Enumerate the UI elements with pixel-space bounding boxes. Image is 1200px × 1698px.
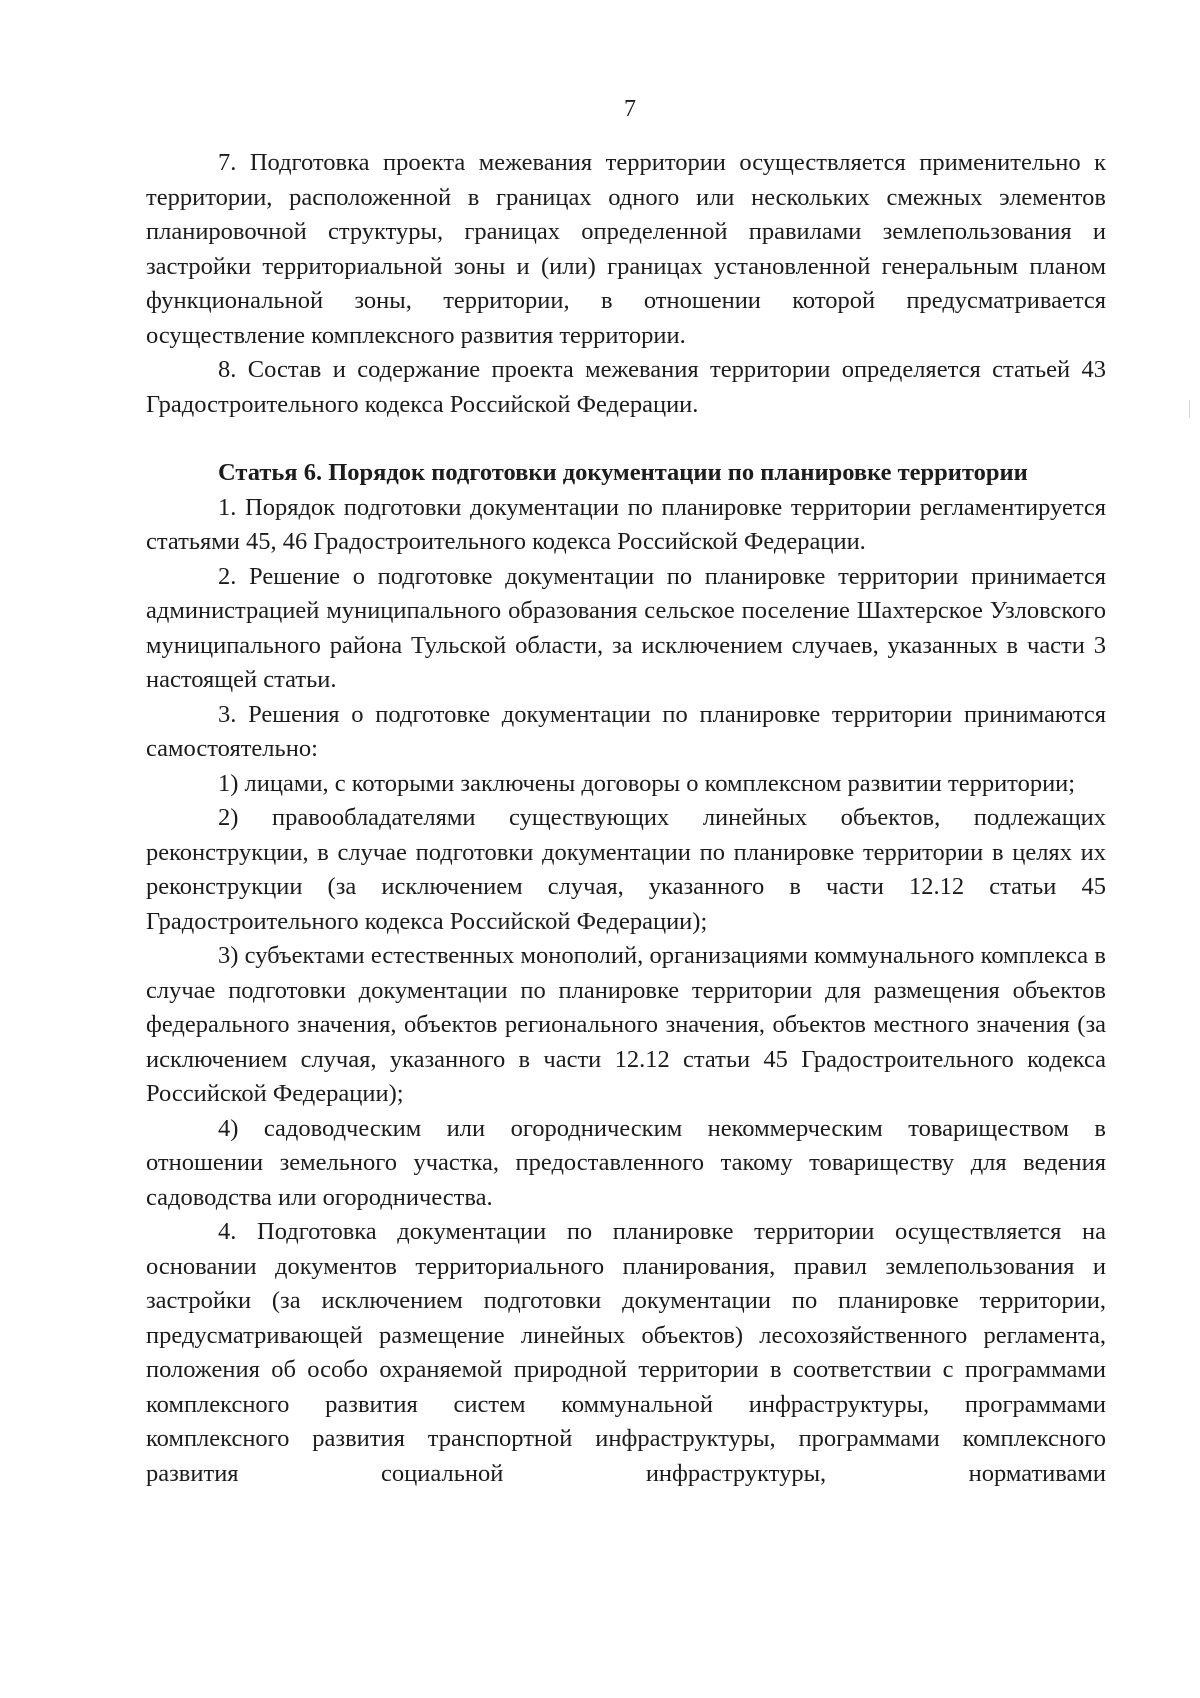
paragraph-1-preparation-order: 1. Порядок подготовки документации по планировке территории регламентируется статьями 45, 46 Градостроительного кодекса Российской Федерации. (146, 493, 1106, 555)
page-number: 7 (624, 96, 636, 122)
paragraph-8-project-composition: 8. Состав и содержание проекта межевания территории определяется статьей 43 Градостроительного кодекса Российской Федерации. (146, 356, 1106, 418)
paragraph-3-independent-decisions: 3. Решения о подготовке документации по планировке территории принимаются самостоятельно: (146, 700, 1106, 762)
paragraph-4-basis: 4. Подготовка документации по планировке территории осуществляется на основании документов территориального планирования, правил землепользования и застройки (за исключением подготовки документации по планировке территории, предусматривающей размещение линейных объектов) лесохозяйственного регламента, положения об особо охраняемой природной территории в соответствии с программами комплексного развития систем коммунальной инфраструктуры, программами комплексного развития транспортной инфраструктуры, программами комплексного развития социальной инфраструктуры, нормативами (146, 1218, 1106, 1487)
paragraph-2-decision: 2. Решение о подготовке документации по планировке территории принимается администрацией муниципального образования сельское поселение Шахтерское Узловского муниципального района Тульской области, за исключением случаев, указанных в части 3 настоящей статьи. (146, 562, 1106, 693)
list-item-1-persons: 1) лицами, с которыми заключены договоры о комплексном развитии территории; (218, 769, 1076, 797)
paragraph-7-project-preparation: 7. Подготовка проекта межевания территории осуществляется применительно к территории, расположенной в границах одного или нескольких смежных элементов планировочной структуры, границах определенной правилами землепользования и застройки территориальной зоны и (или) границах установленной генеральным планом функциональной зоны, территории, в отношении которой предусматривается осуществление комплексного развития территории. (146, 149, 1106, 349)
scan-edge-mark (1189, 400, 1190, 418)
article-6-heading: Статья 6. Порядок подготовки документации по планировке территории (218, 459, 1028, 486)
list-item-4-partnerships: 4) садоводческим или огородническим некоммерческим товариществом в отношении земельного участка, предоставленного такому товариществу для ведения садоводства или огородничества. (146, 1114, 1106, 1211)
list-item-3-monopolies: 3) субъектами естественных монополий, организациями коммунального комплекса в случае подготовки документации по планировке территории для размещения объектов федерального значения, объектов регионального значения, объектов местного значения (за исключением случая, указанного в части 12.12 статьи 45 Градостроительного кодекса Российской Федерации); (146, 942, 1106, 1107)
document-body (146, 146, 1106, 1491)
list-item-2-rightholders: 2) правообладателями существующих линейных объектов, подлежащих реконструкции, в случае подготовки документации по планировке территории в целях их реконструкции (за исключением случая, указанного в части 12.12 статьи 45 Градостроительного кодекса Российской Федерации); (146, 804, 1106, 935)
